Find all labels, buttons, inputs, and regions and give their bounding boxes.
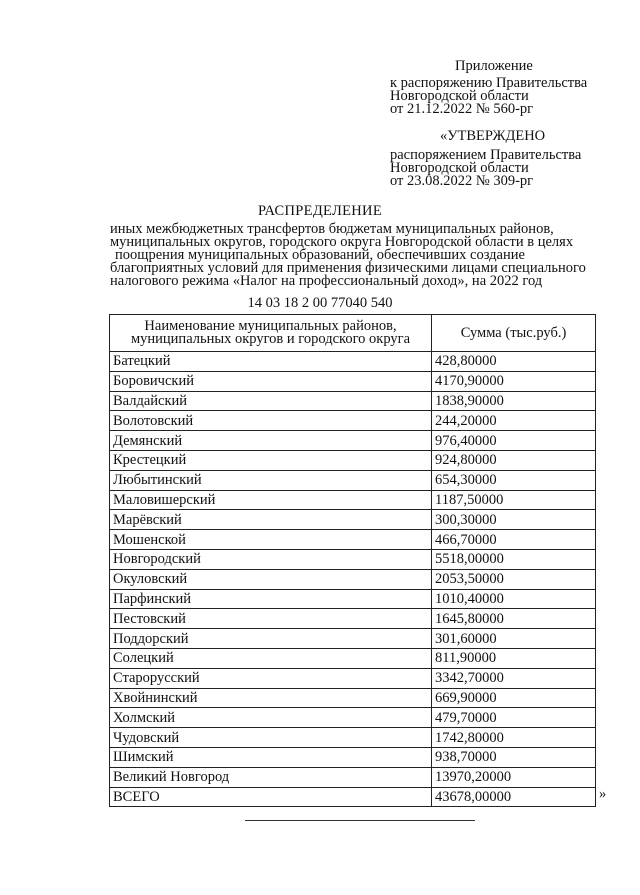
municipality-name-cell: Холмский [110,708,432,728]
municipality-name-cell: Новгородский [110,549,432,569]
sum-cell: 13970,20000 [432,767,596,787]
table-row [110,510,596,530]
table-row [110,450,596,470]
table-row [110,352,596,372]
subtitle-line: налогового режима «Налог на профессиональный доход», на 2022 год [110,273,543,289]
sum-cell: 479,70000 [432,708,596,728]
municipality-name-cell: Окуловский [110,569,432,589]
municipality-name-cell: Солецкий [110,648,432,668]
sum-column-header: Сумма (тыс.руб.) [432,315,596,352]
approval-reference [390,149,581,188]
municipality-name-cell: Мошенской [110,530,432,550]
closing-quote: » [599,786,607,802]
municipality-name-cell: Боровичский [110,371,432,391]
municipality-name-cell: Чудовский [110,728,432,748]
order-reference-line: от 21.12.2022 № 560-рг [390,101,534,117]
sum-cell: 300,30000 [432,510,596,530]
subtitle-line: иных межбюджетных трансфертов бюджетам муниципальных районов, [110,221,554,237]
table-row [110,490,596,510]
table-row [110,371,596,391]
sum-cell: 1838,90000 [432,391,596,411]
municipality-name-cell: Любытинский [110,470,432,490]
name-header-line: Наименование муниципальных районов, [144,318,397,334]
sum-cell: 244,20000 [432,411,596,431]
footer-divider [245,820,475,821]
sum-cell: 811,90000 [432,648,596,668]
municipality-name-cell: Валдайский [110,391,432,411]
table-row [110,470,596,490]
table-row [110,589,596,609]
table-row [110,787,596,807]
table-row [110,747,596,767]
table-header-row [110,315,596,352]
table-row [110,767,596,787]
subtitle-line: благоприятных условий для применения физическими лицами специального [110,260,586,276]
budget-code: 14 03 18 2 00 77040 540 [247,295,393,311]
approval-reference-line: от 23.08.2022 № 309-рг [390,173,534,189]
sum-cell: 428,80000 [432,352,596,372]
municipality-name-cell: Маловишерский [110,490,432,510]
order-reference-line: Новгородской области [390,88,529,104]
approval-reference-line: Новгородской области [390,160,529,176]
table-row [110,411,596,431]
sum-cell: 2053,50000 [432,569,596,589]
municipality-name-cell: ВСЕГО [110,787,432,807]
subtitle-line: поощрения муниципальных образований, обеспечивших создание [115,247,525,263]
order-reference-line: к распоряжению Правительства [390,75,588,91]
table-row [110,688,596,708]
table-row [110,549,596,569]
municipality-name-cell: Пестовский [110,609,432,629]
sum-cell: 5518,00000 [432,549,596,569]
sum-cell: 466,70000 [432,530,596,550]
approval-reference-line: распоряжением Правительства [390,147,582,163]
sum-cell: 654,30000 [432,470,596,490]
sum-cell: 976,40000 [432,431,596,451]
municipality-name-cell: Великий Новгород [110,767,432,787]
municipality-name-cell: Шимский [110,747,432,767]
municipality-name-cell: Парфинский [110,589,432,609]
municipality-name-cell: Волотовский [110,411,432,431]
municipality-name-cell: Марёвский [110,510,432,530]
name-header-line: муниципальных округов и городского округа [130,331,411,347]
municipality-name-cell: Батецкий [110,352,432,372]
table-row [110,708,596,728]
subtitle-line: муниципальных округов, городского округа Новгородской области в целях [110,234,574,250]
table-row [110,609,596,629]
sum-cell: 1645,80000 [432,609,596,629]
sum-cell: 3342,70000 [432,668,596,688]
table-row [110,530,596,550]
sum-cell: 669,90000 [432,688,596,708]
sum-cell: 1742,80000 [432,728,596,748]
sum-cell: 924,80000 [432,450,596,470]
sum-cell: 1010,40000 [432,589,596,609]
table-row [110,728,596,748]
sum-cell: 938,70000 [432,747,596,767]
table-row [110,668,596,688]
municipality-name-cell: Демянский [110,431,432,451]
municipality-name-cell: Старорусский [110,668,432,688]
table-row [110,629,596,649]
name-column-header [110,315,432,352]
order-reference [390,77,587,116]
distribution-table [109,314,596,807]
table-row [110,431,596,451]
table-row [110,648,596,668]
table-row [110,391,596,411]
municipality-name-cell: Хвойнинский [110,688,432,708]
sum-cell: 301,60000 [432,629,596,649]
municipality-name-cell: Поддорский [110,629,432,649]
sum-cell: 4170,90000 [432,371,596,391]
approved-label: «УТВЕРЖДЕНО [440,128,546,144]
sum-cell: 43678,00000 [432,787,596,807]
document-title: РАСПРЕДЕЛЕНИЕ [258,203,382,219]
appendix-label: Приложение [455,58,533,74]
sum-cell: 1187,50000 [432,490,596,510]
municipality-name-cell: Крестецкий [110,450,432,470]
document-subtitle [110,221,586,289]
table-row [110,569,596,589]
